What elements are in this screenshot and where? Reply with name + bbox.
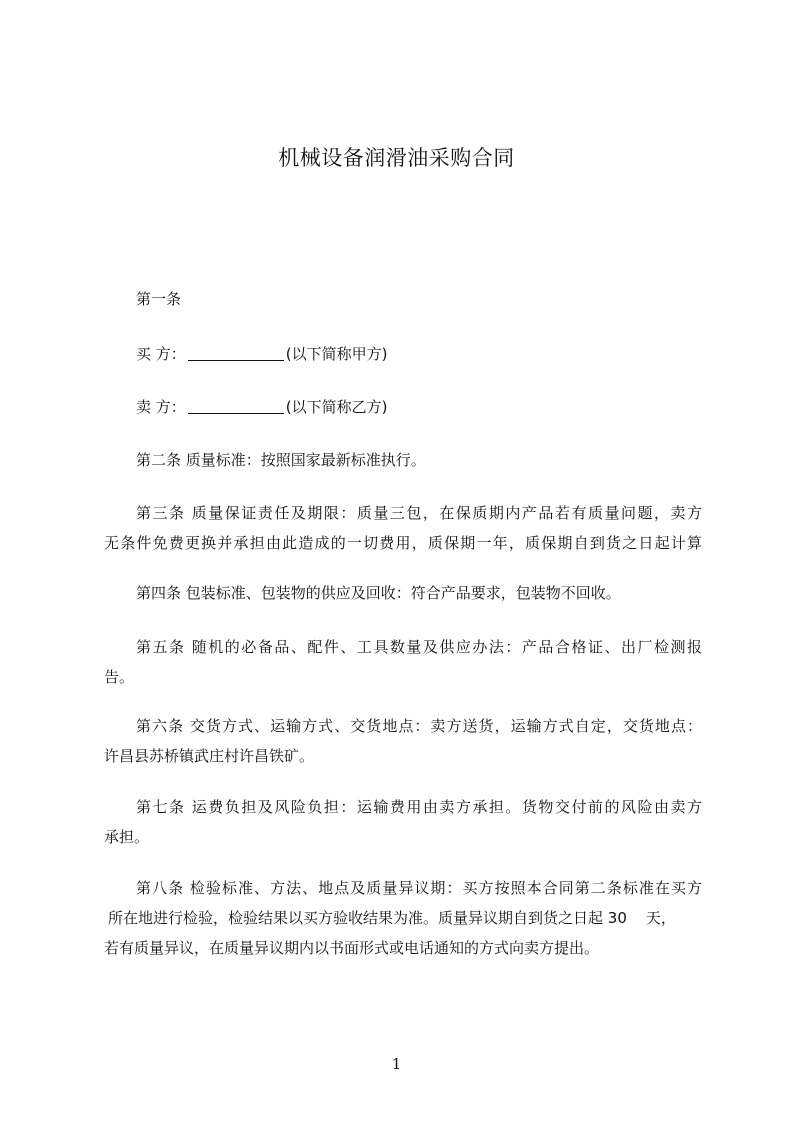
page-number: 1 xyxy=(391,1055,402,1073)
article-7 xyxy=(104,792,702,852)
document-title: 机械设备润滑油采购合同 xyxy=(278,146,515,170)
seller-suffix: (以下简称乙方) xyxy=(285,398,388,416)
article-8-line-2: 所在地进行检验，检验结果以买方验收结果为准。质量异议期自到货之日起 30 天， xyxy=(108,909,676,927)
seller-row xyxy=(104,392,702,422)
article-6 xyxy=(104,711,702,771)
article-4-text: 第四条 包装标准、包装物的供应及回收：符合产品要求，包装物不回收。 xyxy=(136,584,621,602)
article-2-text: 第二条 质量标准：按照国家最新标准执行。 xyxy=(136,451,426,469)
article-8-line-1: 第八条 检验标准、方法、地点及质量异议期：买方按照本合同第二条标准在买方 xyxy=(136,879,702,897)
buyer-label: 买 方： xyxy=(136,345,186,363)
article-7-line-1: 第七条 运费负担及风险负担：运输费用由卖方承担。货物交付前的风险由卖方 xyxy=(136,798,702,816)
buyer-line xyxy=(104,339,702,369)
article-1-text: 第一条 xyxy=(136,290,182,308)
article-1 xyxy=(104,284,702,314)
article-8 xyxy=(104,873,702,963)
article-6-line-2: 许昌县苏桥镇武庄村许昌铁矿。 xyxy=(104,747,315,765)
buyer-blank-field xyxy=(188,346,284,361)
article-7-line-2: 承担。 xyxy=(104,828,150,846)
seller-line xyxy=(104,392,702,422)
article-5-line-2: 告。 xyxy=(104,668,135,686)
article-3 xyxy=(104,498,702,558)
article-5-line-1: 第五条 随机的必备品、配件、工具数量及供应办法：产品合格证、出厂检测报 xyxy=(136,638,702,656)
buyer-suffix: (以下简称甲方) xyxy=(285,345,388,363)
article-8-line-3: 若有质量异议，在质量异议期内以书面形式或电话通知的方式向卖方提出。 xyxy=(104,939,600,957)
article-4 xyxy=(104,578,702,608)
article-2 xyxy=(104,445,702,475)
seller-label: 卖 方： xyxy=(136,398,186,416)
seller-blank-field xyxy=(188,399,284,414)
buyer-row xyxy=(104,339,702,369)
article-3-line-2: 无条件免费更换并承担由此造成的一切费用，质保期一年，质保期自到货之日起计算 xyxy=(104,534,702,552)
article-3-line-1: 第三条 质量保证责任及期限：质量三包，在保质期内产品若有质量问题，卖方 xyxy=(136,504,702,522)
article-5 xyxy=(104,632,702,692)
article-6-line-1: 第六条 交货方式、运输方式、交货地点：卖方送货，运输方式自定，交货地点： xyxy=(136,717,702,735)
